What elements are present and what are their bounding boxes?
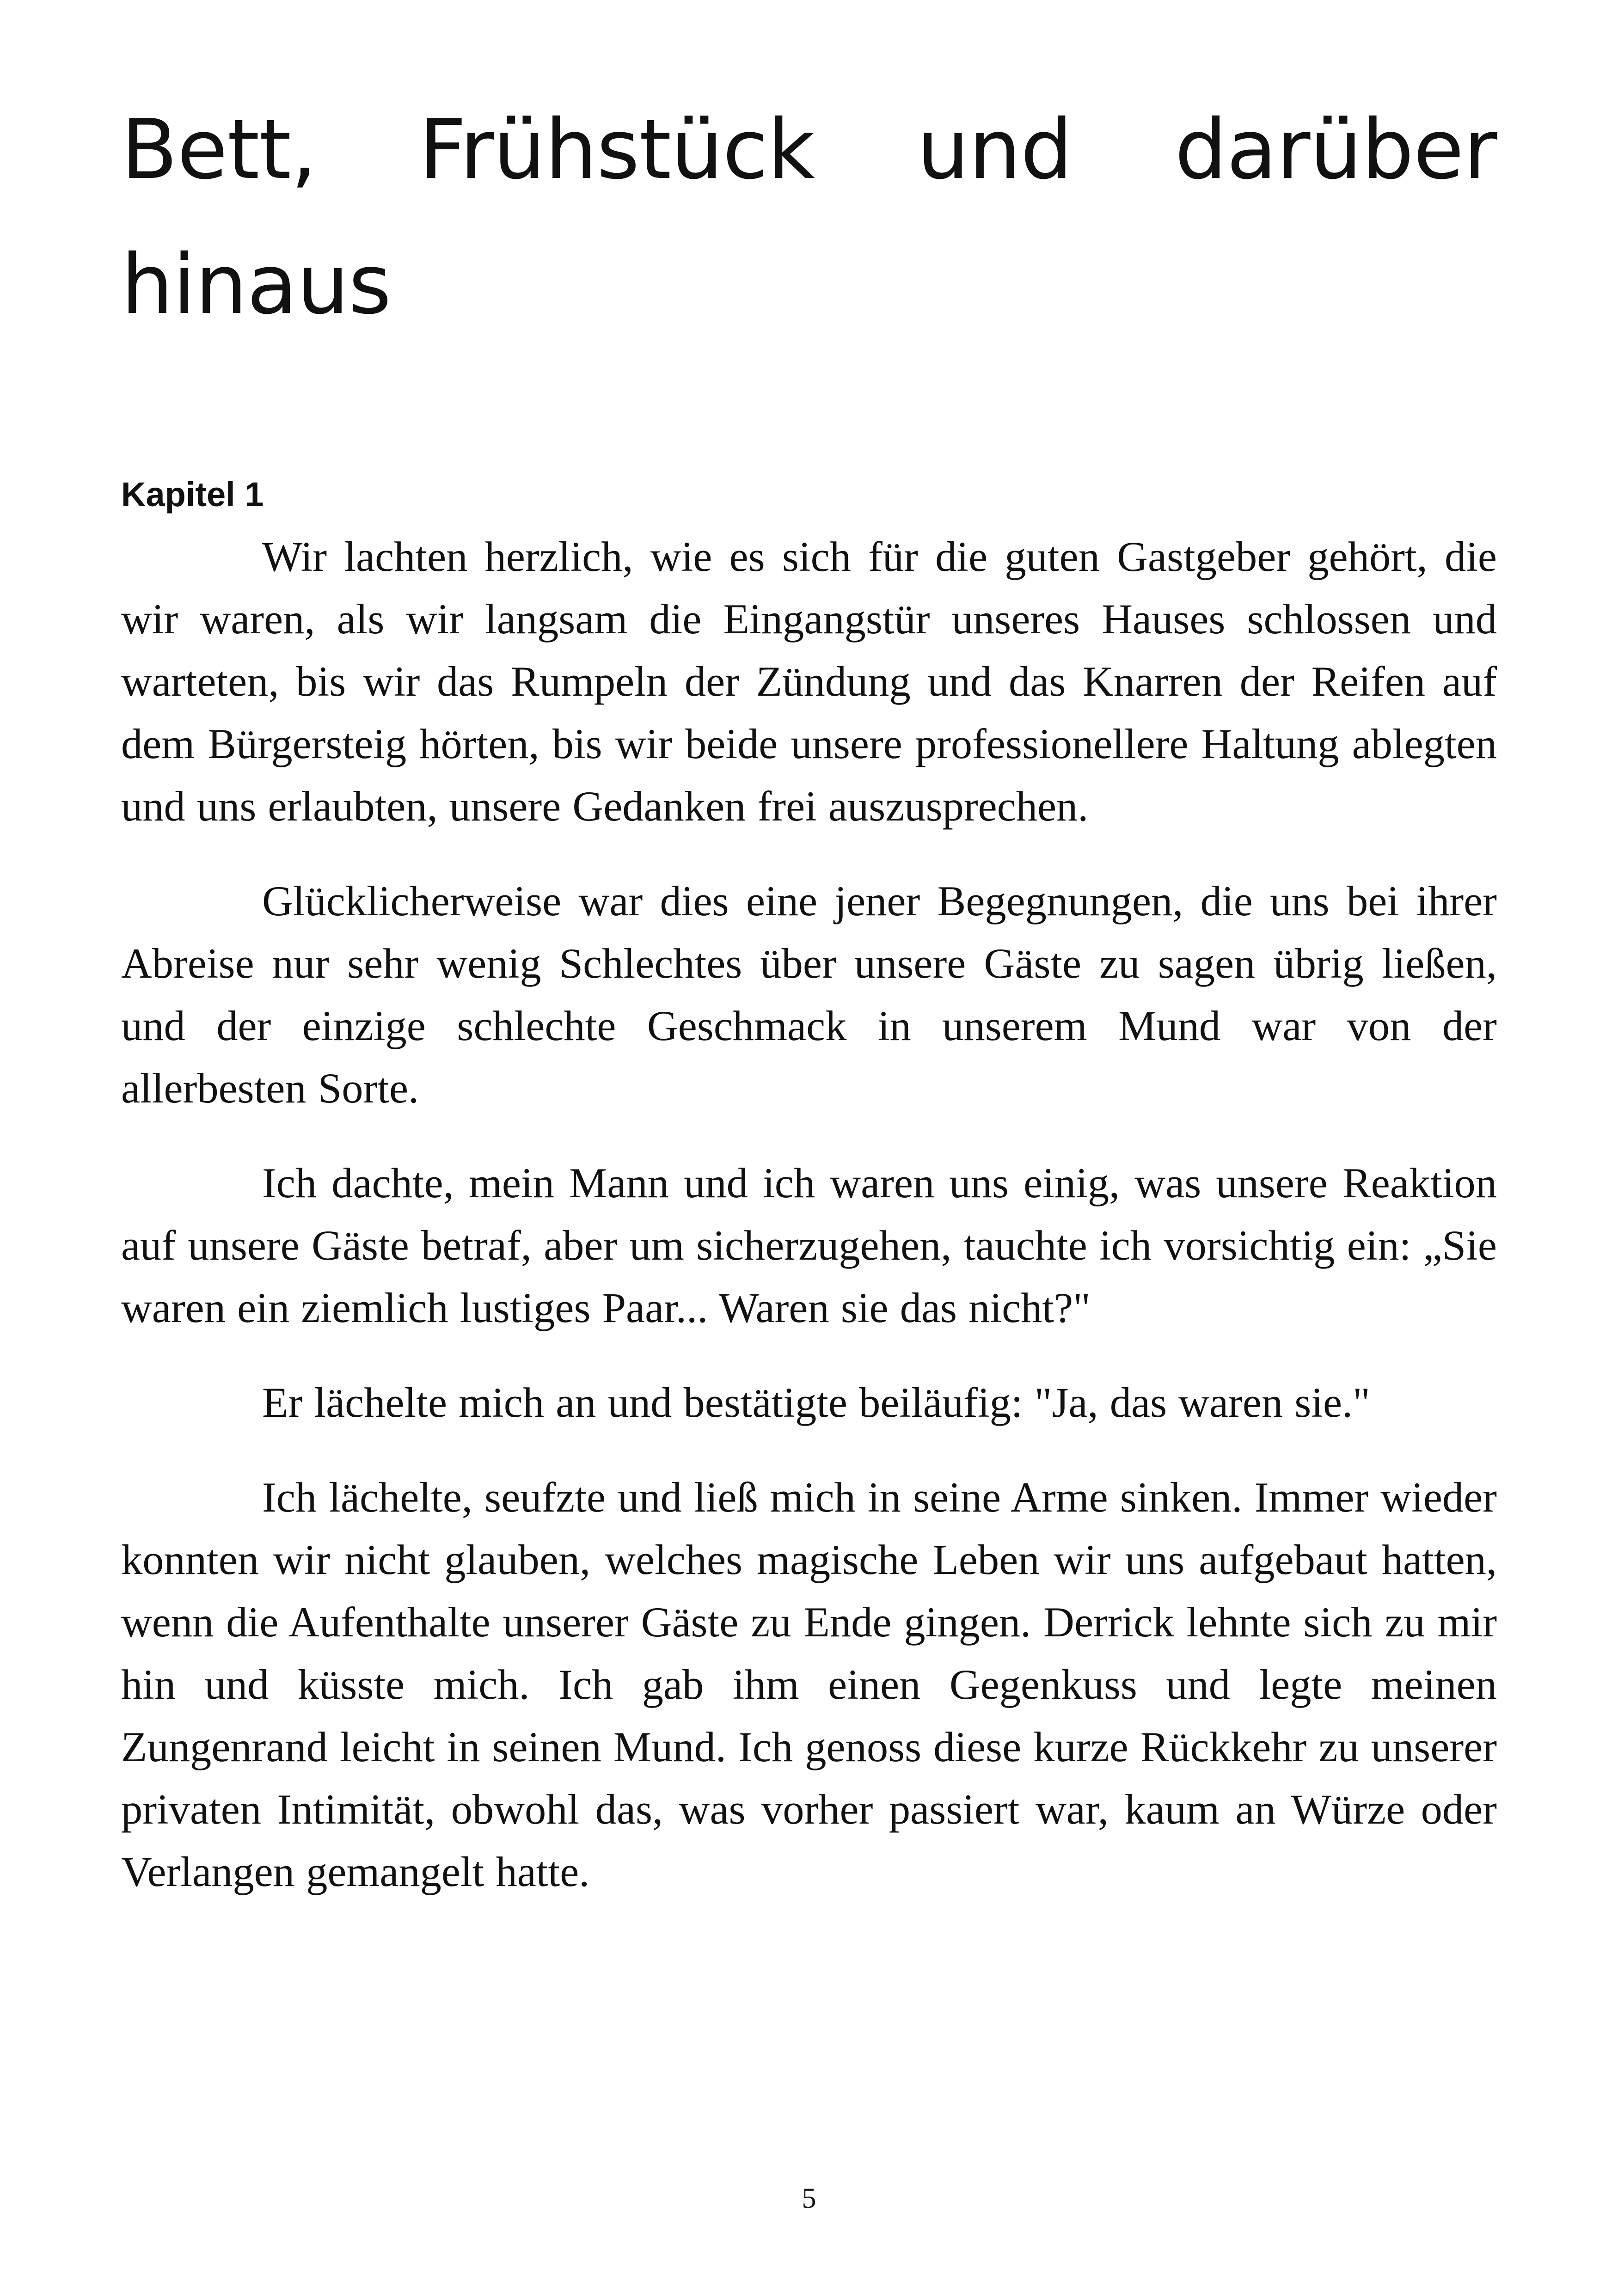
document-page	[121, 0, 1497, 2296]
page-number: 5	[802, 2183, 816, 2214]
body-text	[121, 526, 1497, 1936]
paragraph-1: Wir lachten herzlich, wie es sich für die guten Gastgeber gehört, die wir waren, als wir langsam die Eingangstür unseres Hauses schlossen und warteten, bis wir das Rumpeln der Zündung und das Knarren der Reifen auf dem Bürgersteig hörten, bis wir beide unsere professionellere Haltung ablegten und uns erlaubten, unsere Gedanken frei auszusprechen.	[121, 533, 1497, 830]
paragraph-5: Ich lächelte, seufzte und ließ mich in seine Arme sinken. Immer wieder konnten wir nicht glauben, welches magische Leben wir uns aufgebaut hatten, wenn die Aufenthalte unserer Gäste zu Ende gingen. Derrick lehnte sich zu mir hin und küsste mich. Ich gab ihm einen Gegenkuss und legte meinen Zungenrand leicht in seinen Mund. Ich genoss diese kurze Rückkehr zu unserer privaten Intimität, obwohl das, was vorher passiert war, kaum an Würze oder Verlangen gemangelt hatte.	[121, 1474, 1497, 1896]
paragraph-4: Er lächelte mich an und bestätigte beiläufig: "Ja, das waren sie."	[262, 1379, 1370, 1427]
paragraph-2: Glücklicherweise war dies eine jener Begegnungen, die uns bei ihrer Abreise nur sehr wenig Schlechtes über unsere Gäste zu sagen übrig ließen, und der einzige schlechte Geschmack in unserem Mund war von der allerbesten Sorte.	[121, 878, 1497, 1112]
paragraph-3: Ich dachte, mein Mann und ich waren uns einig, was unsere Reaktion auf unsere Gäste betraf, aber um sicherzugehen, tauchte ich vorsichtig ein: „Sie waren ein ziemlich lustiges Paar... Waren sie das nicht?"	[121, 1160, 1497, 1332]
chapter-heading: Kapitel 1	[121, 475, 264, 514]
page-title: Bett, Frühstück und darüber hinaus	[121, 102, 1497, 332]
